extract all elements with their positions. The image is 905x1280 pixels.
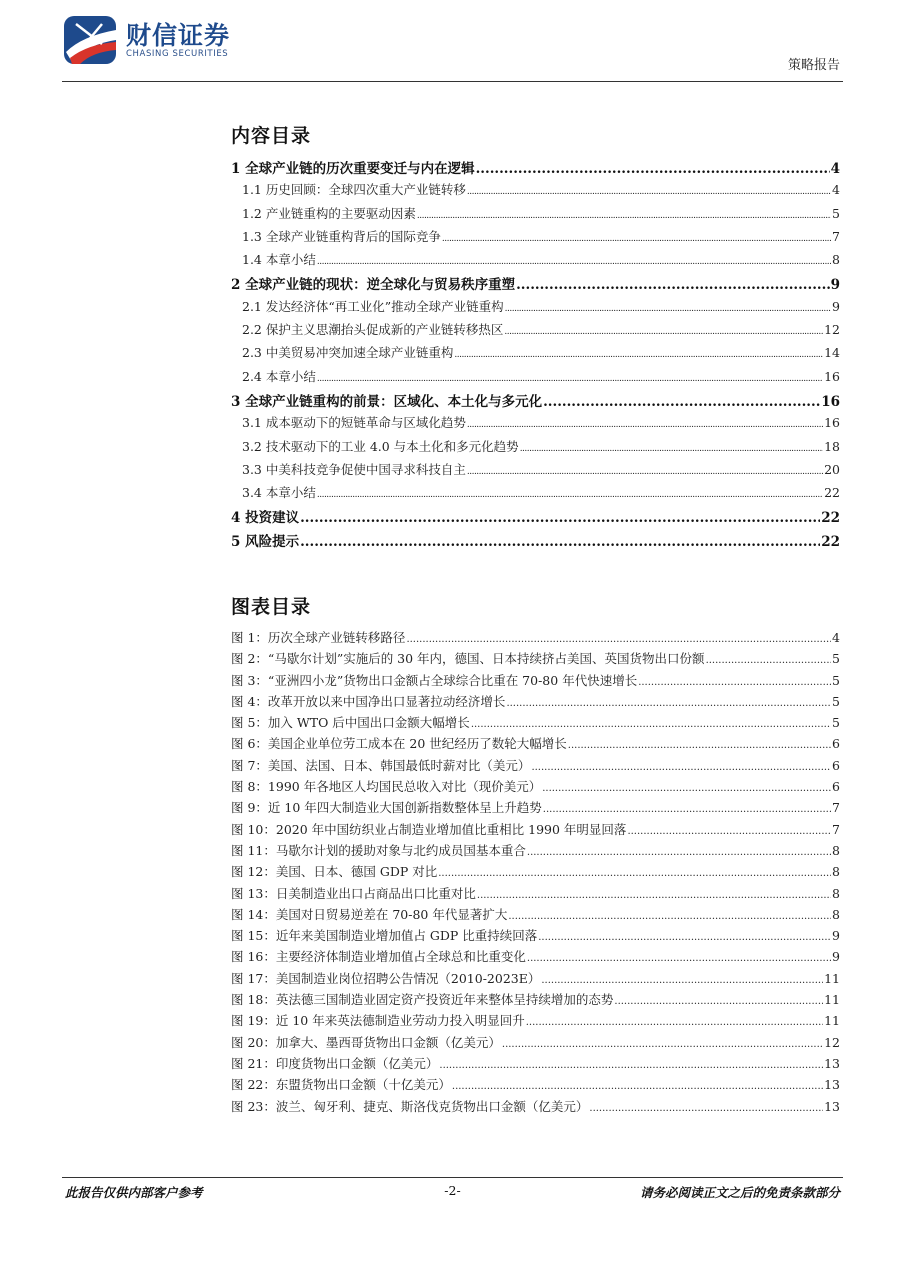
figure-entry-page: 8 [832, 842, 840, 858]
toc-entry-title: 3.3 中美科技竞争促使中国寻求科技自主 [242, 461, 466, 477]
figures-list [231, 628, 840, 1118]
figure-entry-page: 5 [832, 693, 840, 709]
figure-entry-title: 图 18：英法德三国制造业固定资产投资近年来整体呈持续增加的态势 [231, 992, 614, 1008]
dot-leader [442, 229, 831, 244]
figure-entry-title: 图 17：美国制造业岗位招聘公告情况（2010-2023E） [231, 970, 541, 986]
figure-entry-title: 图 20：加拿大、墨西哥货物出口金额（亿美元） [231, 1034, 501, 1050]
figure-entry-page: 8 [832, 885, 840, 901]
page-number: -2- [444, 1183, 461, 1198]
brand-logo-icon [62, 14, 120, 66]
toc-entry-title: 3.4 本章小结 [242, 485, 316, 501]
figure-entry-title: 图 7：美国、法国、日本、韩国最低时薪对比（美元） [231, 757, 531, 773]
toc-entry-page: 4 [830, 161, 840, 177]
figure-entry[interactable] [231, 798, 840, 819]
figure-entry-title: 图 4：改革开放以来中国净出口显著拉动经济增长 [231, 693, 506, 709]
toc-entry-title: 2 全球产业链的现状：逆全球化与贸易秩序重塑 [231, 277, 516, 294]
toc-entry-page: 22 [821, 533, 840, 550]
dot-leader [589, 1099, 823, 1114]
report-type: 策略报告 [787, 58, 840, 73]
figure-entry[interactable] [231, 628, 840, 649]
dot-leader [508, 907, 831, 922]
contents-title: 内容目录 [231, 125, 312, 147]
figure-entry-title: 图 3：“亚洲四小龙”货物出口金额占全球综合比重在 70-80 年代快速增长 [231, 672, 638, 688]
figure-entry-page: 9 [832, 928, 840, 944]
dot-leader [317, 252, 831, 267]
dot-leader [527, 949, 831, 964]
figure-entry-page: 12 [824, 1034, 840, 1050]
dot-leader [526, 1013, 823, 1028]
toc-entry[interactable] [231, 343, 840, 366]
dot-leader [568, 736, 831, 751]
figure-entry-title: 图 16：主要经济体制造业增加值占全球总和比重变化 [231, 949, 526, 965]
figure-entry-title: 图 6：美国企业单位劳工成本在 20 世纪经历了数轮大幅增长 [231, 736, 567, 752]
figure-entry[interactable] [231, 734, 840, 755]
page-header [0, 0, 905, 90]
dot-leader [452, 1077, 823, 1092]
figure-entry-page: 6 [832, 736, 840, 752]
toc-entry-page: 9 [830, 277, 840, 294]
figure-entry[interactable] [231, 649, 840, 670]
header-divider [62, 81, 843, 82]
toc-entry-page: 22 [824, 485, 840, 501]
toc-entry-page: 14 [824, 345, 840, 361]
footer-disclaimer-left: 此报告仅供内部客户参考 [65, 1185, 203, 1200]
dot-leader [627, 822, 831, 837]
dot-leader [476, 161, 830, 177]
toc-entry[interactable] [231, 227, 840, 250]
figure-entry[interactable] [231, 820, 840, 841]
figure-entry[interactable] [231, 1011, 840, 1032]
toc-entry-title: 5 风险提示 [231, 533, 300, 550]
figure-entry[interactable] [231, 1075, 840, 1096]
toc-entry[interactable] [231, 506, 840, 529]
toc-entry[interactable] [231, 530, 840, 553]
toc-entry[interactable] [231, 180, 840, 203]
toc-entry-title: 1.3 全球产业链重构背后的国际竞争 [242, 228, 441, 244]
figure-entry-page: 11 [824, 970, 840, 986]
toc-entry-page: 9 [832, 298, 840, 314]
figure-entry[interactable] [231, 841, 840, 862]
toc-entry-title: 1.1 历史回顾：全球四次重大产业链转移 [242, 182, 466, 198]
figure-entry-title: 图 5：加入 WTO 后中国出口金额大幅增长 [231, 715, 470, 731]
dot-leader [317, 485, 823, 500]
figure-entry[interactable] [231, 926, 840, 947]
brand-name-en: CHASING SECURITIES [126, 49, 229, 59]
toc-entry-page: 18 [824, 438, 840, 454]
toc-entry-page: 4 [832, 182, 840, 198]
dot-leader [504, 322, 823, 337]
figure-entry[interactable] [231, 884, 840, 905]
toc-entry[interactable] [231, 297, 840, 320]
dot-leader [471, 715, 831, 730]
figure-entry-page: 6 [832, 757, 840, 773]
figure-entry-page: 4 [832, 630, 840, 645]
dot-leader [506, 694, 831, 709]
dot-leader [527, 843, 831, 858]
toc-entry-page: 22 [821, 510, 840, 527]
dot-leader [300, 534, 820, 550]
figure-entry-title: 图 21：印度货物出口金额（亿美元） [231, 1055, 439, 1071]
toc-entry[interactable] [231, 390, 840, 413]
figure-entry-title: 图 11：马歇尔计划的援助对象与北约成员国基本重合 [231, 842, 526, 858]
figures-title: 图表目录 [231, 596, 312, 618]
toc-entry[interactable] [231, 320, 840, 343]
figure-entry-title: 图 13：日美制造业出口占商品出口比重对比 [231, 885, 476, 901]
figure-entry-title: 图 12：美国、日本、德国 GDP 对比 [231, 864, 438, 880]
toc-entry[interactable] [231, 483, 840, 506]
figure-entry[interactable] [231, 671, 840, 692]
toc-entry-title: 1 全球产业链的历次重要变迁与内在逻辑 [231, 161, 475, 177]
figure-entry-page: 8 [832, 906, 840, 922]
figure-entry-title: 图 22：东盟货物出口金额（十亿美元） [231, 1077, 451, 1093]
figure-entry[interactable] [231, 713, 840, 734]
toc-entry-page: 5 [832, 205, 840, 221]
figure-entry-title: 图 19：近 10 年来英法德制造业劳动力投入明显回升 [231, 1013, 525, 1029]
figure-entry[interactable] [231, 1097, 840, 1118]
figure-entry-title: 图 1：历次全球产业链转移路径 [231, 630, 406, 645]
figure-entry-title: 图 14：美国对日贸易逆差在 70-80 年代显著扩大 [231, 906, 508, 922]
footer-disclaimer-right: 请务必阅读正文之后的免责条款部分 [639, 1185, 840, 1200]
figure-entry-page: 5 [832, 672, 840, 688]
figure-entry-page: 11 [824, 1013, 840, 1029]
dot-leader [531, 758, 831, 773]
toc-entry-title: 2.4 本章小结 [242, 368, 316, 384]
figure-entry-page: 7 [832, 800, 840, 816]
dot-leader [538, 928, 831, 943]
figure-entry-title: 图 15：近年来美国制造业增加值占 GDP 比重持续回落 [231, 928, 538, 944]
figure-entry-page: 11 [824, 992, 840, 1008]
toc-entry[interactable] [231, 460, 840, 483]
toc-entry[interactable] [231, 250, 840, 273]
dot-leader [438, 864, 831, 879]
toc-entry-title: 2.3 中美贸易冲突加速全球产业链重构 [242, 345, 454, 361]
dot-leader [454, 345, 823, 360]
toc-entry-title: 4 投资建议 [231, 510, 300, 527]
brand-name-cn: 财信证券 [126, 21, 231, 50]
toc-entry-title: 3.1 成本驱动下的短链革命与区域化趋势 [242, 415, 466, 431]
figure-entry-page: 8 [832, 864, 840, 880]
dot-leader [439, 1056, 823, 1071]
toc-entry-title: 1.2 产业链重构的主要驱动因素 [242, 205, 416, 221]
dot-leader [706, 651, 831, 666]
dot-leader [543, 394, 820, 410]
figure-entry-title: 图 23：波兰、匈牙利、捷克、斯洛伐克货物出口金额（亿美元） [231, 1098, 589, 1114]
figure-entry-title: 图 8：1990 年各地区人均国民总收入对比（现价美元） [231, 779, 542, 795]
footer-divider [62, 1177, 843, 1178]
toc-entry-title: 1.4 本章小结 [242, 252, 316, 268]
dot-leader [467, 182, 831, 197]
figure-entry[interactable] [231, 1054, 840, 1075]
figure-entry[interactable] [231, 1033, 840, 1054]
toc-entry-page: 20 [824, 461, 840, 477]
figure-entry-page: 5 [832, 715, 840, 731]
toc-entry-page: 16 [824, 415, 840, 431]
dot-leader [467, 462, 823, 477]
toc-entry-title: 3.2 技术驱动下的工业 4.0 与本土化和多元化趋势 [242, 438, 519, 454]
toc-entry-title: 2.1 发达经济体“再工业化”推动全球产业链重构 [242, 298, 504, 314]
toc-entry[interactable] [231, 157, 840, 180]
figure-entry-page: 6 [832, 779, 840, 795]
dot-leader [300, 510, 820, 526]
dot-leader [520, 439, 823, 454]
figure-entry-page: 13 [824, 1077, 840, 1093]
dot-leader [317, 369, 823, 384]
toc-entry-page: 16 [824, 368, 840, 384]
toc-entry[interactable] [231, 413, 840, 436]
figure-entry[interactable] [231, 756, 840, 777]
figure-entry-page: 13 [824, 1055, 840, 1071]
dot-leader [614, 992, 823, 1007]
dot-leader [467, 415, 823, 430]
brand-logo [62, 14, 252, 68]
figure-entry-page: 13 [824, 1098, 840, 1114]
toc-entry[interactable] [231, 367, 840, 390]
figure-entry[interactable] [231, 990, 840, 1011]
figure-entry[interactable] [231, 969, 840, 990]
toc-entry-title: 3 全球产业链重构的前景：区域化、本土化与多元化 [231, 393, 543, 410]
figure-entry[interactable] [231, 862, 840, 883]
figure-entry[interactable] [231, 947, 840, 968]
figure-entry-page: 9 [832, 949, 840, 965]
dot-leader [638, 673, 831, 688]
dot-leader [543, 800, 831, 815]
figure-entry[interactable] [231, 777, 840, 798]
figure-entry-title: 图 9：近 10 年四大制造业大国创新指数整体呈上升趋势 [231, 800, 542, 816]
dot-leader [542, 779, 831, 794]
dot-leader [516, 277, 830, 293]
toc-entry-page: 16 [821, 393, 840, 410]
toc-entry[interactable] [231, 273, 840, 296]
dot-leader [541, 971, 823, 986]
figure-entry-title: 图 2：“马歇尔计划”实施后的 30 年内，德国、日本持续挤占美国、英国货物出口份额 [231, 651, 705, 667]
figure-entry-page: 5 [832, 651, 840, 667]
toc-entry-page: 12 [824, 322, 840, 338]
figure-entry[interactable] [231, 692, 840, 713]
toc-entry[interactable] [231, 437, 840, 460]
dot-leader [406, 630, 831, 645]
figure-entry-title: 图 10：2020 年中国纺织业占制造业增加值比重相比 1990 年明显回落 [231, 821, 627, 837]
figure-entry[interactable] [231, 905, 840, 926]
contents-list [231, 157, 840, 553]
dot-leader [502, 1035, 823, 1050]
dot-leader [417, 206, 831, 221]
dot-leader [505, 299, 831, 314]
toc-entry-page: 8 [832, 252, 840, 268]
toc-entry-title: 2.2 保护主义思潮抬头促成新的产业链转移热区 [242, 322, 504, 338]
toc-entry-page: 7 [832, 228, 840, 244]
dot-leader [477, 886, 831, 901]
toc-entry[interactable] [231, 204, 840, 227]
figure-entry-page: 7 [832, 821, 840, 837]
